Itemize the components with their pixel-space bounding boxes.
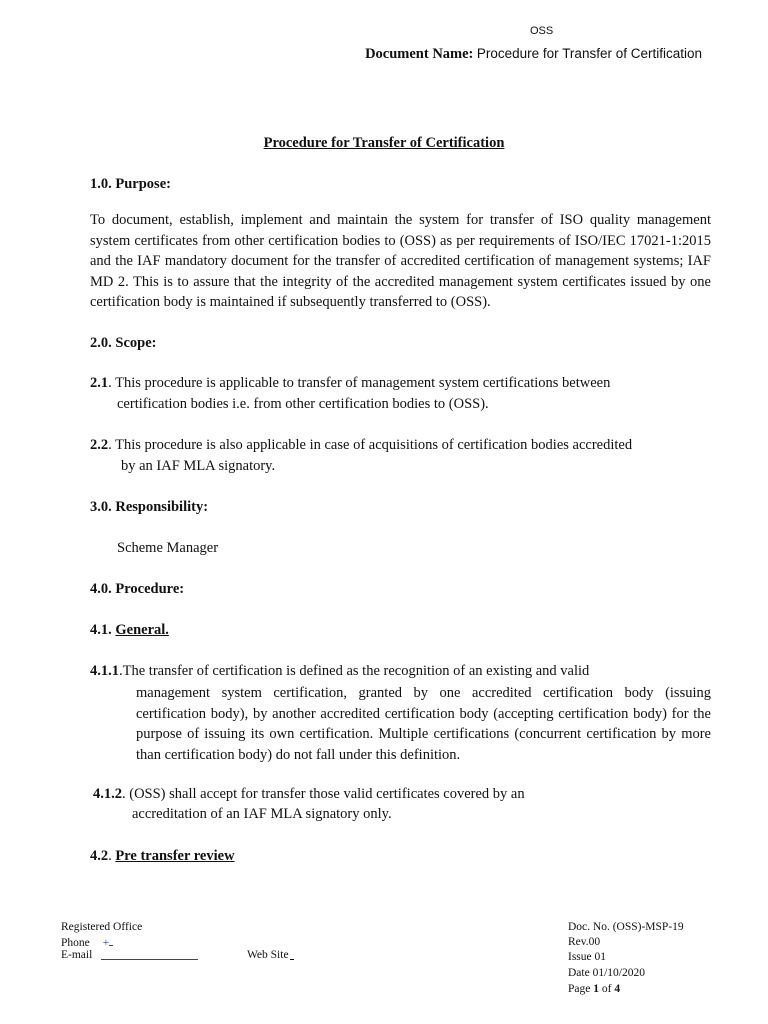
scope-item-2-1 [90, 375, 610, 392]
footer-rev: Rev.00 [568, 936, 601, 948]
scope-item-2-1-number: 2.1 [90, 375, 109, 391]
general-title: General. [115, 622, 169, 638]
responsibility-text: Scheme Manager [117, 540, 219, 556]
scope-item-2-2-number: 2.2 [90, 437, 109, 453]
item-4-1-2-number: 4.1.2 [93, 786, 122, 802]
page-title: Procedure for Transfer of Certification [263, 135, 505, 151]
general-number: 4.1. [90, 622, 112, 638]
scope-item-2-1-text: . This procedure is applicable to transfer of management system certifications between [108, 375, 611, 391]
scope-item-2-1-cont: certification bodies i.e. from other certification bodies to (OSS). [117, 396, 489, 412]
item-4-1-1-cont: management system certification, granted by one accredited certification body (issuing certification body), by another accredited certification body (accepting certification body) for the purpose of issuing its own certification. Multiple certifications (concurrent certification by more than certification body) do not fall under this definition. [136, 685, 711, 763]
item-4-1-2 [93, 786, 525, 803]
footer-email-link[interactable] [101, 948, 198, 960]
purpose-heading: 1.0. Purpose: [90, 176, 171, 192]
footer-page-number: 1 [593, 983, 599, 995]
footer-registered-office: Registered Office [61, 921, 143, 933]
footer-doc-no: Doc. No. (OSS)-MSP-19 [568, 921, 684, 933]
footer-website-link[interactable] [290, 948, 294, 960]
pre-transfer-sep: . [108, 848, 112, 864]
item-4-1-1 [90, 663, 589, 680]
item-4-1-1-text: .The transfer of certification is defined as the recognition of an existing and valid [119, 663, 590, 679]
scope-item-2-2-text: . This procedure is also applicable in case of acquisitions of certification bodies accredited [108, 437, 633, 453]
document-name [365, 46, 702, 63]
footer-phone-value: + [102, 937, 110, 949]
scope-item-2-2 [90, 437, 632, 454]
scope-item-2-2-cont: by an IAF MLA signatory. [121, 458, 276, 474]
pre-transfer-heading [90, 848, 235, 865]
footer-page [568, 982, 620, 996]
header-org: OSS [530, 25, 554, 37]
document-name-value: Procedure for Transfer of Certification [476, 46, 702, 61]
item-4-1-2-cont: accreditation of an IAF MLA signatory only. [132, 806, 392, 822]
footer-phone-label: Phone [61, 937, 90, 949]
footer-website [247, 948, 289, 962]
pre-transfer-number: 4.2 [90, 848, 109, 864]
procedure-heading: 4.0. Procedure: [90, 581, 185, 597]
responsibility-heading: 3.0. Responsibility: [90, 499, 209, 515]
item-4-1-1-number: 4.1.1 [90, 663, 119, 679]
footer-page-of: of [598, 983, 615, 995]
footer-page-prefix: Page [568, 983, 594, 995]
footer-email-label: E-mail [61, 949, 93, 961]
footer-email [61, 948, 92, 962]
pre-transfer-title: Pre transfer review [115, 848, 235, 864]
footer-page-total: 4 [614, 983, 621, 995]
scope-heading: 2.0. Scope: [90, 335, 157, 351]
footer-date: Date 01/10/2020 [568, 967, 645, 979]
footer-phone-link[interactable] [109, 934, 113, 946]
footer-website-label: Web Site [247, 949, 289, 961]
footer-issue: Issue 01 [568, 951, 607, 963]
purpose-text: To document, establish, implement and maintain the system for transfer of ISO quality management system certificates from other certification bodies to (OSS) as per requirements of ISO/IEC 17021-1:2015 and the IAF mandatory document for the transfer of accredited certification of management systems; IAF MD 2. This is to assure that the integrity of the accredited management system certificates issued by one certification body is maintained if subsequently transferred to (OSS). [90, 212, 711, 311]
general-heading [90, 622, 169, 639]
item-4-1-2-text: . (OSS) shall accept for transfer those valid certificates covered by an [122, 786, 525, 802]
document-name-label: Document Name: [365, 46, 474, 62]
